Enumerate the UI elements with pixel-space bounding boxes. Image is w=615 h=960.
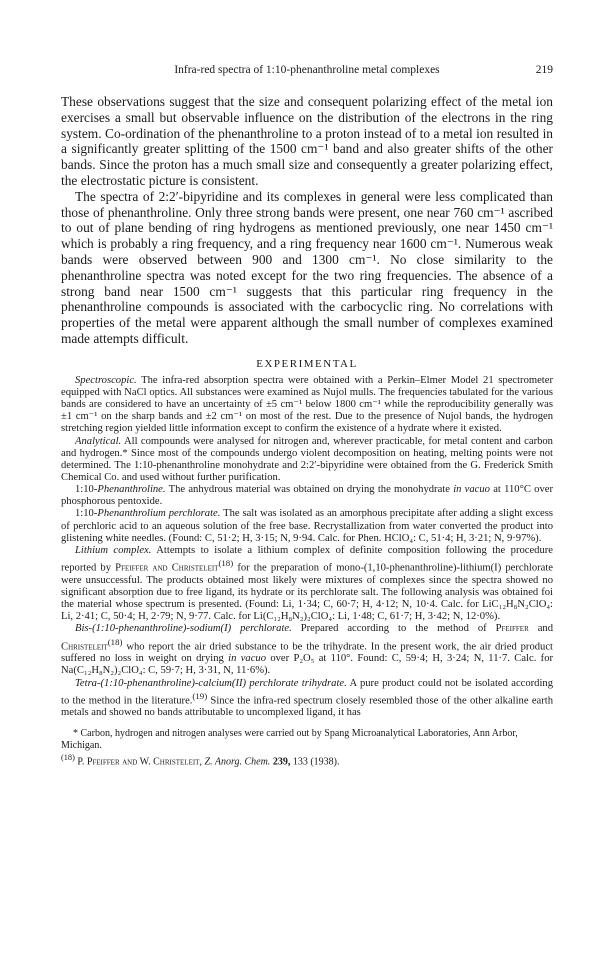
experimental-paragraph-analytical: [61, 436, 553, 485]
footnote-reference: [61, 752, 553, 768]
author-names: P. Pfeiffer and W. Christeleit,: [77, 755, 202, 767]
experimental-paragraph-calcium: [61, 678, 553, 720]
experimental-paragraph-phenanthroline: [61, 484, 553, 508]
paragraph-text: The salt was isolated as an amorphous precipitate after adding a slight excess of perchloric acid to an aqueous solution of the free base. Recrystallization from water converted the product into glistening white needles. (Found: C, 51·2; H, 3·15; N, 9·94. Calc. for Phen. HClO₄: C, 51·4; H, 3·21; N, 9·97%).: [61, 508, 554, 544]
reference-marker: (18): [61, 752, 75, 762]
paragraph-label: Spectroscopic.: [75, 374, 137, 386]
paragraph-text: Attempts to isolate a lithium complex of definite composition following the procedure reported by: [61, 544, 553, 574]
paragraph-label: Tetra-(1:10-phenanthroline)-calcium(II) perchlorate trihydrate.: [75, 677, 347, 689]
journal-name: Z. Anorg. Chem.: [204, 755, 271, 767]
paragraph-text: A pure product could not be isolated according to the method in the literature.: [61, 677, 554, 707]
discussion-paragraph: These observations suggest that the size and consequent polarizing effect of the metal ion exercises a small but observable influence on the distribution of the electrons in the ring system. Co-ordination of the phenanthroline to a proton instead of to a metal ion resulted in a significantly greater splitting of the 1500 cm⁻¹ band and also greater shifts of the other bands. Since the proton has a much small size and consequently a greater polarizing effect, the electrostatic picture is consistent.: [61, 94, 553, 188]
author-names: Pfeiffer: [495, 623, 529, 635]
paragraph-text: at 110°C over phosphorous pentoxide.: [61, 484, 553, 508]
paragraph-text: Prepared according to the method of: [300, 623, 487, 635]
reference-rest: 133 (1938).: [292, 755, 340, 767]
paragraph-text: over P₂O₅ at 110°. Found: C, 59·4; H, 3·24; N, 11·7. Calc. for Na(C₁₂H₈N₂)₂ClO₄: C, 59·7; H, 3·31, N, 11·6%).: [61, 653, 554, 677]
paragraph-text: The anhydrous material was obtained on drying the monohydrate: [168, 484, 450, 496]
paragraph-text: Since the infra-red spectrum closely resembled those of the other alkaline earth metals and showed no bands attributable to uncomplexed ligand, it has: [61, 695, 553, 719]
label-prefix: 1:10-: [75, 508, 98, 520]
paragraph-label: Analytical.: [75, 435, 122, 447]
experimental-paragraph-perchlorate: [61, 508, 553, 544]
paragraph-text: for the preparation of mono-(1,10-phenanthroline)-lithium(I) perchlorate were unsuccessful. The products obtained most likely were mixtures of complexes since the spectra showed no significant absorption due to free ligand, its hydrate or its perchlorate salt. The following analysis was obtained foi the material whose spectrum is presented. (Found: Li, 1·34; C, 60·7; H, 4·12; N, 10·4. Calc. for LiC₁₂H₈N₂ClO₄: Li, 2·41; C, 50·4; H, 2·79; N, 9·77. Calc. for Li(C₁₂H₈N₂)₂ClO₄: Li, 1·48; C, 61·7; H, 3·42; N, 12·0%).: [61, 562, 554, 623]
running-title: Infra-red spectra of 1:10-phenanthroline metal complexes: [174, 64, 440, 76]
in-vacuo: in vacuo: [453, 484, 490, 496]
paragraph-label: Lithium complex.: [75, 544, 152, 556]
discussion-paragraph: The spectra of 2:2′-bipyridine and its complexes in general were less complicated than those of phenanthroline. Only three strong bands were present, one near 760 cm⁻¹ ascribed to out of plane bending of ring hydrogens as mentioned previously, one near 1450 cm⁻¹ which is probably a ring frequency, and a ring frequency near 1600 cm⁻¹. Numerous weak bands were observed between 900 and 1300 cm⁻¹. No close similarity to the phenanthroline spectra was noted except for the two ring frequencies. The absence of a strong band near 1500 cm⁻¹ suggests that this particular ring frequency in the phenanthroline compounds is associated with the carbocyclic ring. No correlations with properties of the metal were apparent although the small number of complexes examined made attempts difficult.: [61, 188, 553, 346]
journal-volume: 239,: [272, 755, 291, 767]
experimental-paragraph-spectroscopic: [61, 375, 553, 436]
body-text: [61, 94, 553, 768]
paragraph-label: Phenanthrolium perchlorate.: [97, 508, 221, 520]
reference-marker: (18): [107, 636, 123, 647]
paragraph-label: Bis-(1:10-phenanthroline)-sodium(I) perchlorate.: [75, 623, 292, 635]
experimental-paragraph-lithium: [61, 545, 553, 623]
paragraph-text: All compounds were analysed for nitrogen and, wherever practicable, for metal content and carbon and hydrogen.* Since most of the compounds undergo violent decomposition on heating, melting points were not determined. The 1:10-phenanthroline monohydrate and 2:2′-bipyridine were obtained from the G. Frederick Smith Chemical Co. and used without further purification.: [61, 435, 553, 483]
paragraph-label: Phenanthroline.: [97, 484, 166, 496]
section-heading: EXPERIMENTAL: [256, 357, 358, 370]
paragraph-text: and: [537, 623, 553, 635]
running-head: [61, 64, 553, 80]
paragraph-text: who report the air dried substance to be the trihydrate. In the present work, the air dried product suffered no loss in weight on drying: [61, 641, 553, 665]
reference-marker: (18): [218, 558, 234, 569]
author-names: Pfeiffer and Christeleit: [115, 562, 219, 574]
experimental-paragraph-sodium: [61, 623, 553, 677]
author-names: Christeleit: [61, 641, 108, 653]
page-number: 219: [535, 64, 553, 76]
footnote: * Carbon, hydrogen and nitrogen analyses were carried out by Spang Microanalytical Laboratories, Ann Arbor, Michigan.: [61, 727, 518, 751]
label-prefix: 1:10-: [75, 484, 98, 496]
reference-marker: (19): [192, 690, 208, 701]
in-vacuo: in vacuo: [228, 653, 266, 665]
paragraph-text: The infra-red absorption spectra were obtained with a Perkin–Elmer Model 21 spectrometer equipped with NaCl optics. All substances were examined as Nujol mulls. The frequencies tabulated for the various bands are considered to have an uncertainty of ±5 cm⁻¹ below 1800 cm⁻¹ while the reproducibility generally was ±1 cm⁻¹ on the sharp bands and ±2 cm⁻¹ on most of the rest. Due to the presence of Nujol bands, the hydrogen stretching region yielded little information except to confirm the existence of a hydrate where it existed.: [61, 374, 553, 435]
